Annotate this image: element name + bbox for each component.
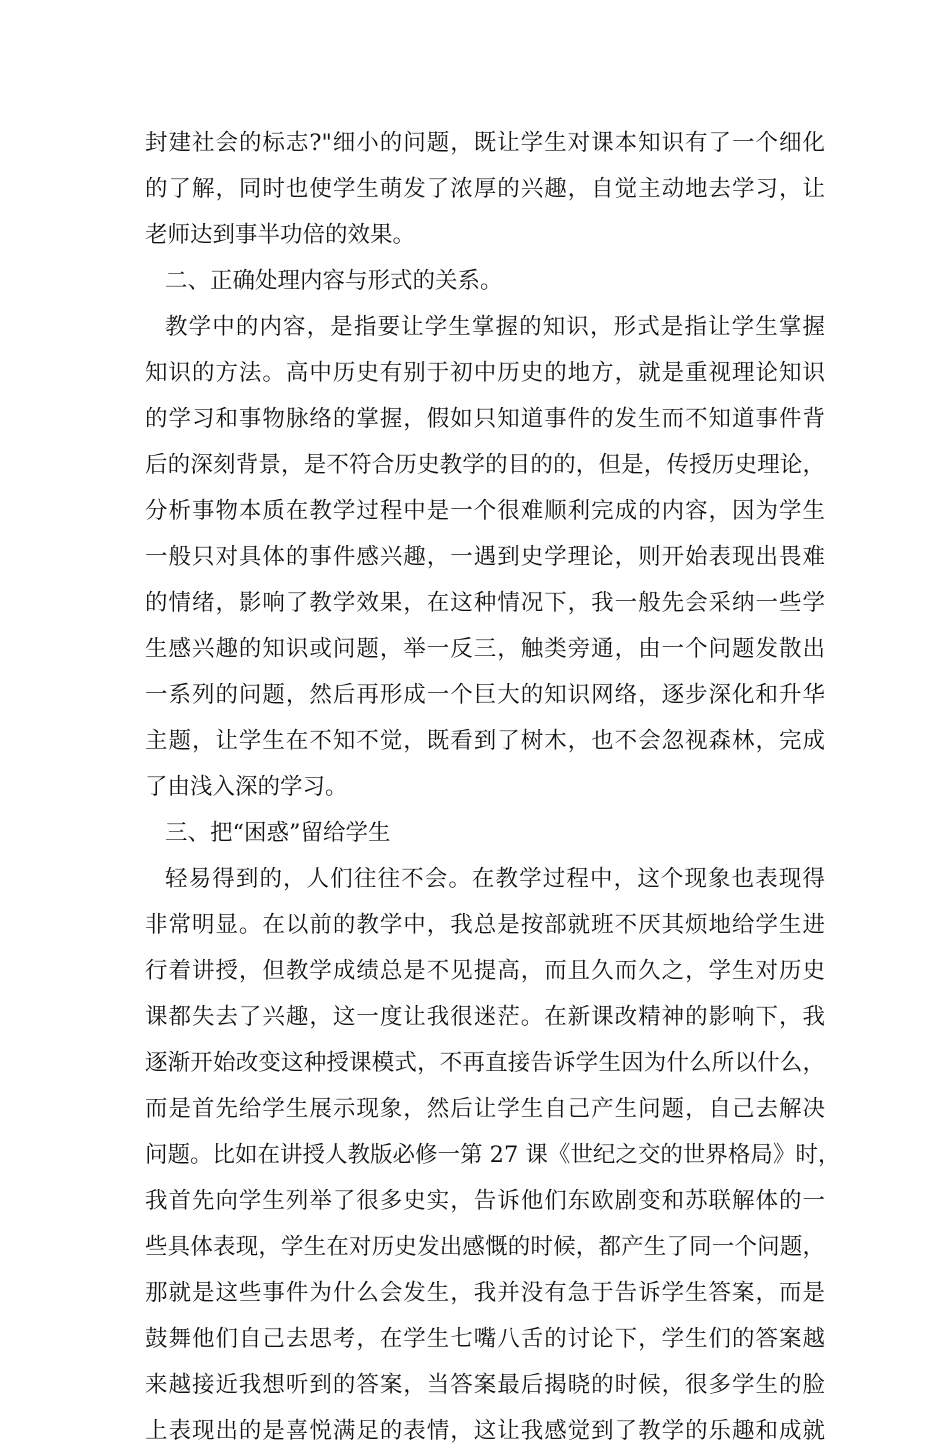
- section-heading: 二、正确处理内容与形式的关系。: [165, 268, 503, 294]
- text-line: 生感兴趣的知识或问题，举一反三，触类旁通，由一个问题发散出: [145, 636, 825, 662]
- text-line: 轻易得到的，人们往往不会。在教学过程中，这个现象也表现得: [165, 866, 825, 892]
- text-line: 后的深刻背景，是不符合历史教学的目的的，但是，传授历史理论，: [145, 452, 825, 478]
- text-line: 而是首先给学生展示现象，然后让学生自己产生问题，自己去解决: [145, 1096, 825, 1122]
- text-line: 的学习和事物脉络的掌握，假如只知道事件的发生而不知道事件背: [145, 406, 825, 432]
- text-line: 那就是这些事件为什么会发生，我并没有急于告诉学生答案，而是: [145, 1280, 825, 1306]
- text-line: 教学中的内容，是指要让学生掌握的知识，形式是指让学生掌握: [165, 314, 825, 340]
- text-line: 我首先向学生列举了很多史实，告诉他们东欧剧变和苏联解体的一: [145, 1188, 825, 1214]
- text-line: 问题。比如在讲授人教版必修一第 27 课《世纪之交的世界格局》时，: [145, 1142, 841, 1168]
- text-line: 知识的方法。高中历史有别于初中历史的地方，就是重视理论知识: [145, 360, 825, 386]
- text-line: 老师达到事半功倍的效果。: [145, 222, 416, 248]
- text-line: 封建社会的标志?"细小的问题，既让学生对课本知识有了一个细化: [145, 130, 825, 156]
- section-heading: 三、把“困惑”留给学生: [165, 820, 391, 846]
- text-line: 些具体表现，学生在对历史发出感慨的时候，都产生了同一个问题，: [145, 1234, 825, 1260]
- body-text: [145, 120, 841, 1454]
- text-line: 了由浅入深的学习。: [145, 774, 348, 800]
- text-line: 的情绪，影响了教学效果，在这种情况下，我一般先会采纳一些学: [145, 590, 825, 616]
- text-line: 分析事物本质在教学过程中是一个很难顺利完成的内容，因为学生: [145, 498, 825, 524]
- text-line: 来越接近我想听到的答案，当答案最后揭晓的时候，很多学生的脸: [145, 1372, 825, 1398]
- text-line: 非常明显。在以前的教学中，我总是按部就班不厌其烦地给学生进: [145, 912, 825, 938]
- text-line: 的了解，同时也使学生萌发了浓厚的兴趣，自觉主动地去学习，让: [145, 176, 825, 202]
- text-line: 主题，让学生在不知不觉，既看到了树木，也不会忽视森林，完成: [145, 728, 825, 754]
- text-line: 行着讲授，但教学成绩总是不见提高，而且久而久之，学生对历史: [145, 958, 825, 984]
- text-line: 逐渐开始改变这种授课模式，不再直接告诉学生因为什么所以什么，: [145, 1050, 825, 1076]
- text-line: 一系列的问题，然后再形成一个巨大的知识网络，逐步深化和升华: [145, 682, 825, 708]
- text-line: 课都失去了兴趣，这一度让我很迷茫。在新课改精神的影响下，我: [145, 1004, 825, 1030]
- text-line: 上表现出的是喜悦满足的表情，这让我感觉到了教学的乐趣和成就: [145, 1418, 825, 1444]
- text-line: 一般只对具体的事件感兴趣，一遇到史学理论，则开始表现出畏难: [145, 544, 825, 570]
- text-line: 鼓舞他们自己去思考，在学生七嘴八舌的讨论下，学生们的答案越: [145, 1326, 825, 1352]
